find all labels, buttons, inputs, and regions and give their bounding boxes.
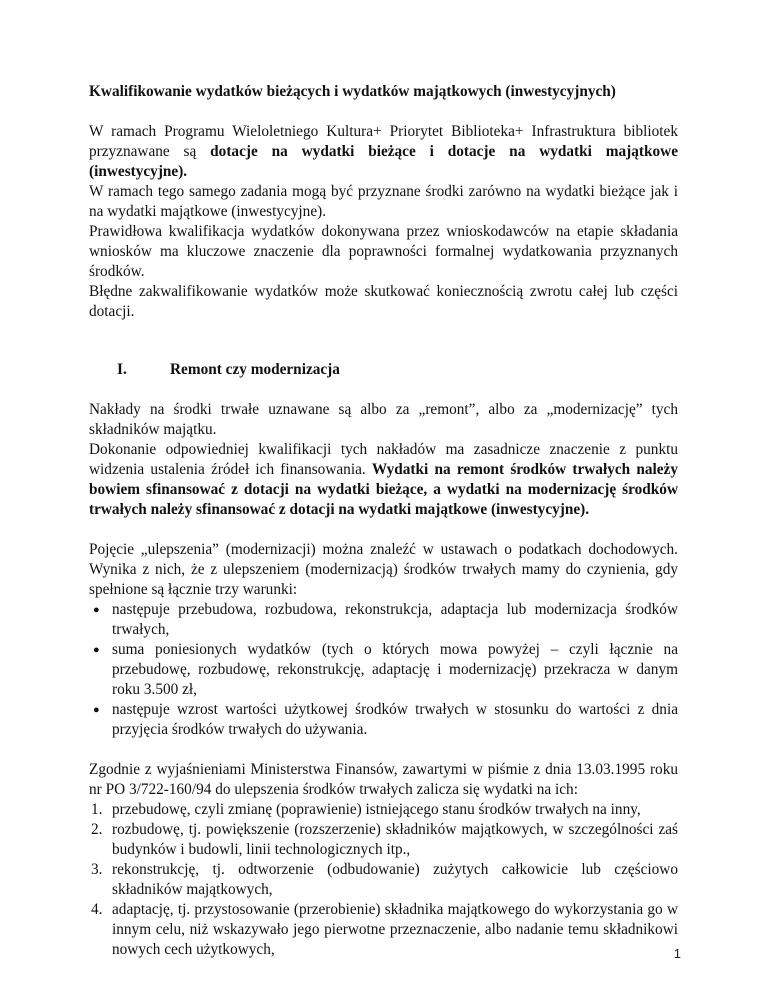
list-item [89, 640, 678, 700]
list-item [89, 820, 678, 860]
bullet-icon: ● [93, 604, 100, 616]
document-page [89, 78, 678, 960]
section-paragraph-2 [89, 440, 678, 520]
intro-paragraph-4: Błędne zakwalifikowanie wydatków może skutkować koniecznością zwrotu całej lub części dotacji. [89, 283, 678, 320]
list-item-text: adaptację, tj. przystosowanie (przerobienie) składnika majątkowego do wykorzystania go w innym celu, niż wskazywało jego pierwotne przeznaczenie, albo nadanie temu składnikowi nowych cech użytkowych, [112, 901, 678, 958]
list-item [89, 600, 678, 640]
list-item [89, 860, 678, 900]
section-paragraph-3: Pojęcie „ulepszenia” (modernizacji) można znaleźć w ustawach o podatkach dochodowych. Wynika z nich, że z ulepszeniem (modernizacją) środków trwałych mamy do czynienia, gdy spełnione są łącznie trzy warunki: [89, 541, 678, 598]
list-item [89, 800, 678, 820]
list-item-text: następuje przebudowa, rozbudowa, rekonstrukcja, adaptacja lub modernizacja środków trwałych, [112, 601, 678, 638]
list-item-text: rekonstrukcję, tj. odtworzenie (odbudowanie) zużytych całkowicie lub częściowo składników majątkowych, [112, 861, 678, 898]
section-paragraph-1: Nakłady na środki trwałe uznawane są albo za „remont”, albo za „modernizację” tych składników majątku. [89, 401, 678, 438]
conditions-list [89, 600, 678, 740]
list-item-text: przebudowę, czyli zmianę (poprawienie) istniejącego stanu środków trwałych na inny, [112, 801, 641, 818]
bullet-icon: ● [93, 704, 100, 716]
list-number: 3. [91, 861, 103, 878]
section-number: I. [117, 361, 127, 378]
intro-paragraph-2: W ramach tego samego zadania mogą być przyznane środki zarówno na wydatki bieżące jak i na wydatki majątkowe (inwestycyjne). [89, 183, 678, 220]
list-number: 1. [91, 801, 103, 818]
intro-paragraph-3: Prawidłowa kwalifikacja wydatków dokonywana przez wnioskodawców na etapie składania wniosków ma kluczowe znaczenie dla poprawności formalnej wydatkowania przyznanych środków. [89, 223, 678, 280]
intro-paragraph-1 [89, 122, 678, 182]
section-bold-text: Wydatki na remont środków trwałych należy bowiem sfinansować z dotacji na wydatki bieżące, a wydatki na modernizację środków trwałych należy sfinansować z dotacji na wydatki majątkowe (inwestycyjne). [89, 461, 678, 518]
list-number: 4. [91, 901, 103, 918]
list-item-text: rozbudowę, tj. powiększenie (rozszerzenie) składników majątkowych, w szczególności zaś budynków i budowli, linii technologicznych itp., [112, 821, 678, 858]
bullet-icon: ● [93, 644, 100, 656]
improvements-list [89, 800, 678, 960]
page-number: 1 [673, 946, 681, 961]
list-item-text: następuje wzrost wartości użytkowej środków trwałych w stosunku do wartości z dnia przyjęcia środków trwałych do używania. [112, 701, 678, 738]
list-item [89, 700, 678, 740]
intro-bold-text: dotacje na wydatki bieżące i dotacje na wydatki majątkowe (inwestycyjne). [89, 143, 678, 180]
section-text: Dokonanie odpowiedniej kwalifikacji tych nakładów ma zasadnicze znaczenie z punktu widzenia ustalenia źródeł ich finansowania. [89, 441, 678, 478]
intro-text: W ramach Programu Wieloletniego Kultura+ Priorytet Biblioteka+ Infrastruktura bibliotek przyznawane są [89, 123, 678, 160]
list-item-text: suma poniesionych wydatków (tych o których mowa powyżej – czyli łącznie na przebudowę, rozbudowę, rekonstrukcję, adaptację i modernizację) przekracza w danym roku 3.500 zł, [112, 641, 678, 698]
section-paragraph-4: Zgodnie z wyjaśnieniami Ministerstwa Finansów, zawartymi w piśmie z dnia 13.03.1995 roku nr PO 3/722-160/94 do ulepszenia środków trwałych zalicza się wydatki na ich: [89, 761, 678, 798]
section-title: Remont czy modernizacja [170, 361, 340, 378]
list-item [89, 900, 678, 960]
section-heading [89, 360, 678, 380]
document-title: Kwalifikowanie wydatków bieżących i wydatków majątkowych (inwestycyjnych) [89, 83, 616, 100]
list-number: 2. [91, 821, 103, 838]
